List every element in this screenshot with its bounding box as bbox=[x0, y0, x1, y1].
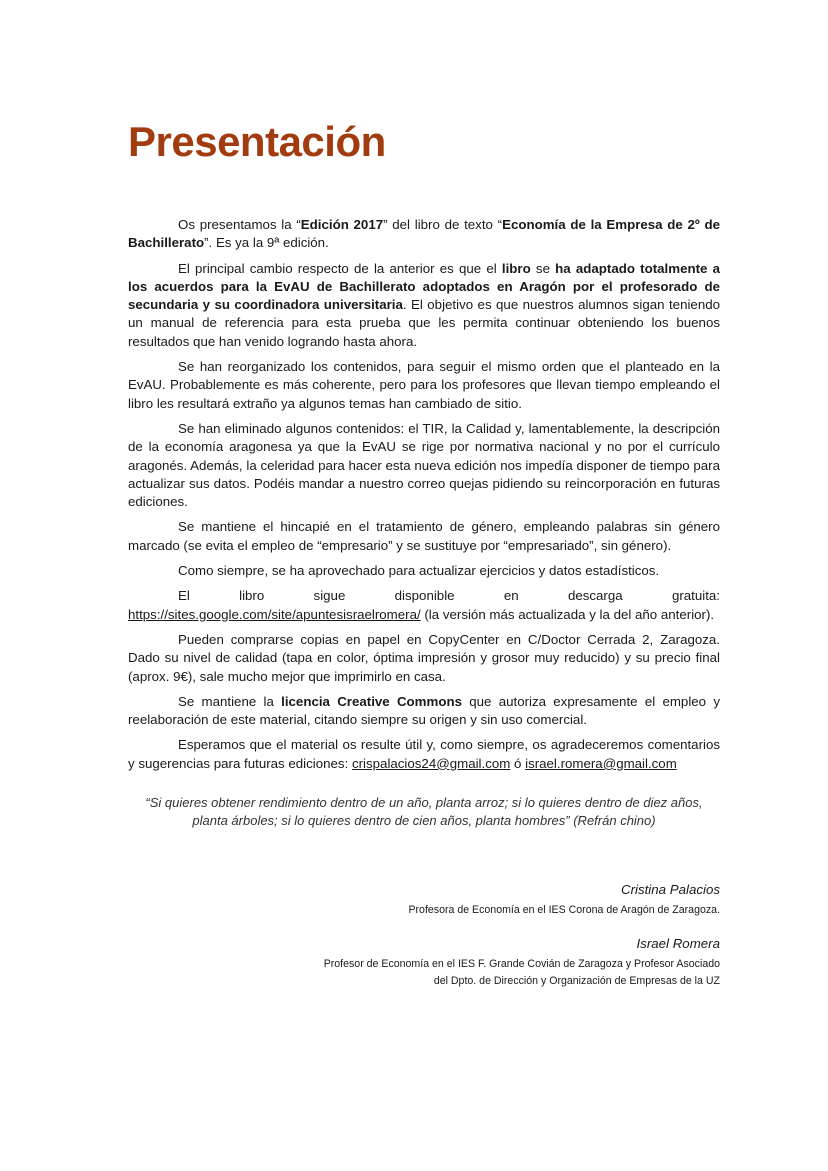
paragraph-reorganized: Se han reorganizado los contenidos, para seguir el mismo orden que el planteado en la EvAU. Probablemente es más coherente, pero para los profesores que llevan tiempo empleando el libro les resultará extraño ya algunos temas han cambiado de sitio. bbox=[128, 359, 720, 411]
signature-role: del Dpto. de Dirección y Organización de Empresas de la UZ bbox=[433, 975, 720, 987]
email-link-cristina[interactable]: crispalacios24@gmail.com bbox=[351, 755, 511, 771]
paragraph-main-change: El principal cambio respecto de la anterior es que el libro se ha adaptado totalmente a los acuerdos para la EvAU de Bachillerato adoptados en Aragón por el profesorado de secundaria y su coordinadora universitaria. El objetivo es que nuestros alumnos sigan teniendo un manual de referencia para esta prueba que les permita continuar obteniendo los buenos resultados que han venido logrando hasta ahora. bbox=[128, 260, 720, 349]
email-link-israel[interactable]: israel.romera@gmail.com bbox=[525, 755, 677, 771]
signature-cristina bbox=[408, 880, 720, 919]
page-title: Presentación bbox=[128, 118, 386, 165]
signature-israel bbox=[324, 934, 720, 990]
signature-role: Profesora de Economía en el IES Corona de Aragón de Zaragoza. bbox=[408, 904, 720, 916]
signature-name: Israel Romera bbox=[636, 936, 720, 951]
paragraph-gender: Se mantiene el hincapié en el tratamiento de género, empleando palabras sin género marcado (se evita el empleo de “empresario” y se sustituye por “empresariado”, sin género). bbox=[128, 519, 720, 553]
paragraph-updated-data: Como siempre, se ha aprovechado para actualizar ejercicios y datos estadísticos. bbox=[178, 563, 660, 579]
paragraph-feedback: Esperamos que el material os resulte útil y, como siempre, os agradeceremos comentarios y sugerencias para futuras ediciones: crispalacios24@gmail.com ó israel.romera@gmail.com bbox=[128, 737, 720, 771]
download-link[interactable]: https://sites.google.com/site/apuntesisraelromera/ bbox=[128, 606, 421, 622]
chinese-proverb-quote: “Si quieres obtener rendimiento dentro de un año, planta arroz; si lo quieres dentro de diez años, planta árboles; si lo quieres dentro de cien años, planta hombres” (Refrán chino) bbox=[145, 795, 703, 828]
presentation-body bbox=[128, 216, 720, 780]
paragraph-removed-contents: Se han eliminado algunos contenidos: el TIR, la Calidad y, lamentablemente, la descripción de la economía aragonesa ya que la EvAU se rige por normativa nacional y no por el currículo aragonés. Además, la celeridad para hacer esta nueva edición nos impedía disponer de tiempo para actualizar sus datos. Podéis mandar a nuestro correo quejas pidiendo su reincorporación en futuras ediciones. bbox=[128, 420, 720, 510]
paragraph-license: Se mantiene la licencia Creative Commons que autoriza expresamente el empleo y reelaboración de este material, citando siempre su origen y sin uso comercial. bbox=[128, 693, 720, 728]
paragraph-download: El libro sigue disponible en descarga gratuita: https://sites.google.com/site/apuntesisraelromera/ (la versión más actualizada y la del año anterior). bbox=[128, 588, 720, 622]
signature-role: Profesor de Economía en el IES F. Grande Covián de Zaragoza y Profesor Asociado bbox=[323, 958, 720, 970]
paragraph-edition: Os presentamos la “Edición 2017” del libro de texto “Economía de la Empresa de 2º de Bachillerato”. Es ya la 9ª edición. bbox=[128, 217, 721, 251]
paragraph-paper-copies: Pueden comprarse copias en papel en CopyCenter en C/Doctor Cerrada 2, Zaragoza. Dado su nivel de calidad (tapa en color, óptima impresión y grosor muy reducido) y su precio final (aprox. 9€), sale mucho mejor que imprimirlo en casa. bbox=[128, 631, 720, 684]
signature-name: Cristina Palacios bbox=[620, 882, 720, 897]
